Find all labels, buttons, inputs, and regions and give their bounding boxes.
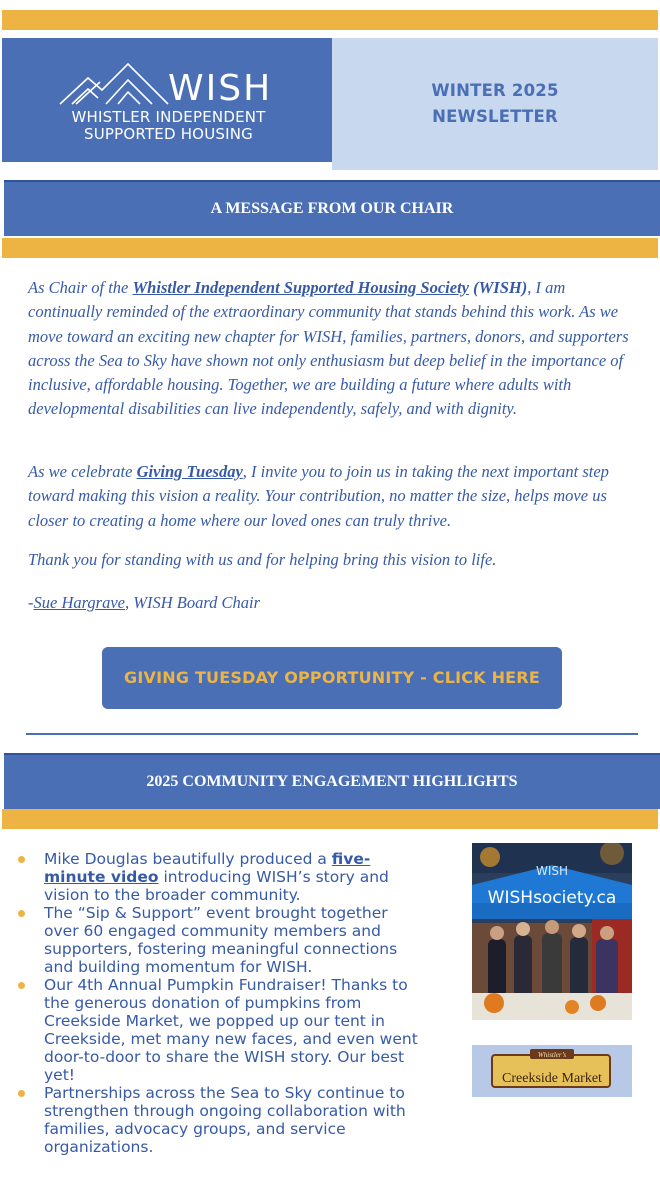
section-title-chair: A MESSAGE FROM OUR CHAIR — [4, 180, 660, 236]
chair-paragraph-3: Thank you for standing with us and for helping bring this vision to life. — [28, 550, 497, 569]
item-text: Mike Douglas beautifully produced a — [44, 850, 332, 868]
bullet-icon — [18, 982, 25, 989]
market-sign-icon — [472, 1045, 632, 1097]
gold-divider-highlights — [2, 809, 658, 829]
market-sign-top: Whistler’s — [537, 1051, 567, 1059]
list-item — [18, 850, 418, 904]
giving-tuesday-link[interactable]: Giving Tuesday — [136, 462, 243, 481]
giving-tuesday-button[interactable]: GIVING TUESDAY OPPORTUNITY - CLICK HERE — [102, 647, 562, 709]
item-text: introducing WISH’s story and vision to the broader community. — [44, 868, 389, 904]
logo-wordmark: WISH — [168, 68, 273, 109]
logo-subtitle-line2: SUPPORTED HOUSING — [84, 125, 253, 143]
list-item — [18, 1084, 418, 1156]
section-rule — [26, 733, 638, 735]
tent-photo-icon — [472, 843, 632, 1020]
pumpkin-fundraiser-photo — [472, 843, 632, 1020]
chair-paragraph-2 — [28, 460, 634, 533]
org-link[interactable]: Whistler Independent Supported Housing Society — [132, 278, 469, 297]
signature-name-link[interactable]: Sue Hargrave — [33, 593, 125, 612]
item-text: Partnerships across the Sea to Sky continue to strengthen through ongoing collaboration with families, advocacy groups, and service organizations. — [44, 1084, 406, 1156]
wish-logo[interactable] — [2, 38, 332, 162]
list-item — [18, 904, 418, 976]
list-item — [18, 976, 418, 1084]
issue-season: WINTER 2025 — [431, 81, 559, 100]
org-abbr: (WISH) — [468, 278, 528, 297]
gold-divider-top — [2, 10, 658, 30]
gold-divider-chair — [2, 238, 658, 258]
chair-paragraph-1 — [28, 276, 634, 422]
logo-subtitle-line1: WHISTLER INDEPENDENT — [71, 108, 266, 126]
signature-dash: - — [28, 593, 34, 612]
chair-p1-intro: As Chair of the — [28, 278, 133, 297]
bullet-icon — [18, 856, 25, 863]
chair-p2-body: , I invite you to join us in taking the next important step toward making this vision a reality. Your contribution, no matter the size, helps move us closer to creating a home where our loved ones can truly thrive. — [28, 462, 609, 530]
creekside-market-logo — [472, 1045, 632, 1097]
five-minute-video-link[interactable]: five-minute video — [44, 850, 371, 886]
issue-panel — [332, 38, 658, 170]
signature-title: , WISH Board Chair — [125, 593, 261, 612]
item-text: Our 4th Annual Pumpkin Fundraiser! Thanks to the generous donation of pumpkins from Creekside Market, we popped up our tent in Creekside, met many new faces, and even went door-to-door to share the WISH story. Our best yet! — [44, 976, 418, 1084]
roofline-logo-icon — [58, 60, 170, 106]
item-text: The “Sip & Support” event brought together over 60 engaged community members and supporters, fostering meaningful connections and building momentum for WISH. — [44, 904, 398, 976]
chair-p2-intro: As we celebrate — [28, 462, 137, 481]
bullet-icon — [18, 910, 25, 917]
tent-url-text: WISHsociety.ca — [487, 888, 617, 908]
section-title-highlights: 2025 COMMUNITY ENGAGEMENT HIGHLIGHTS — [4, 753, 660, 809]
issue-label: NEWSLETTER — [432, 107, 558, 126]
chair-p1-body: , I am continually reminded of the extraordinary community that stands behind this work. As we move toward an exciting new chapter for WISH, families, partners, donors, and supporters across the Sea to Sky have shown not only enthusiasm but deep belief in the importance of inclusive, affordable housing. Together, we are building a future where adults with developmental disabilities can live independently, safely, and with dignity. — [28, 278, 629, 419]
tent-brand-text: WISH — [535, 864, 569, 878]
bullet-icon — [18, 1090, 25, 1097]
market-sign-name: Creekside Market — [502, 1071, 602, 1086]
highlights-list — [18, 850, 418, 1156]
chair-signature — [28, 591, 634, 615]
